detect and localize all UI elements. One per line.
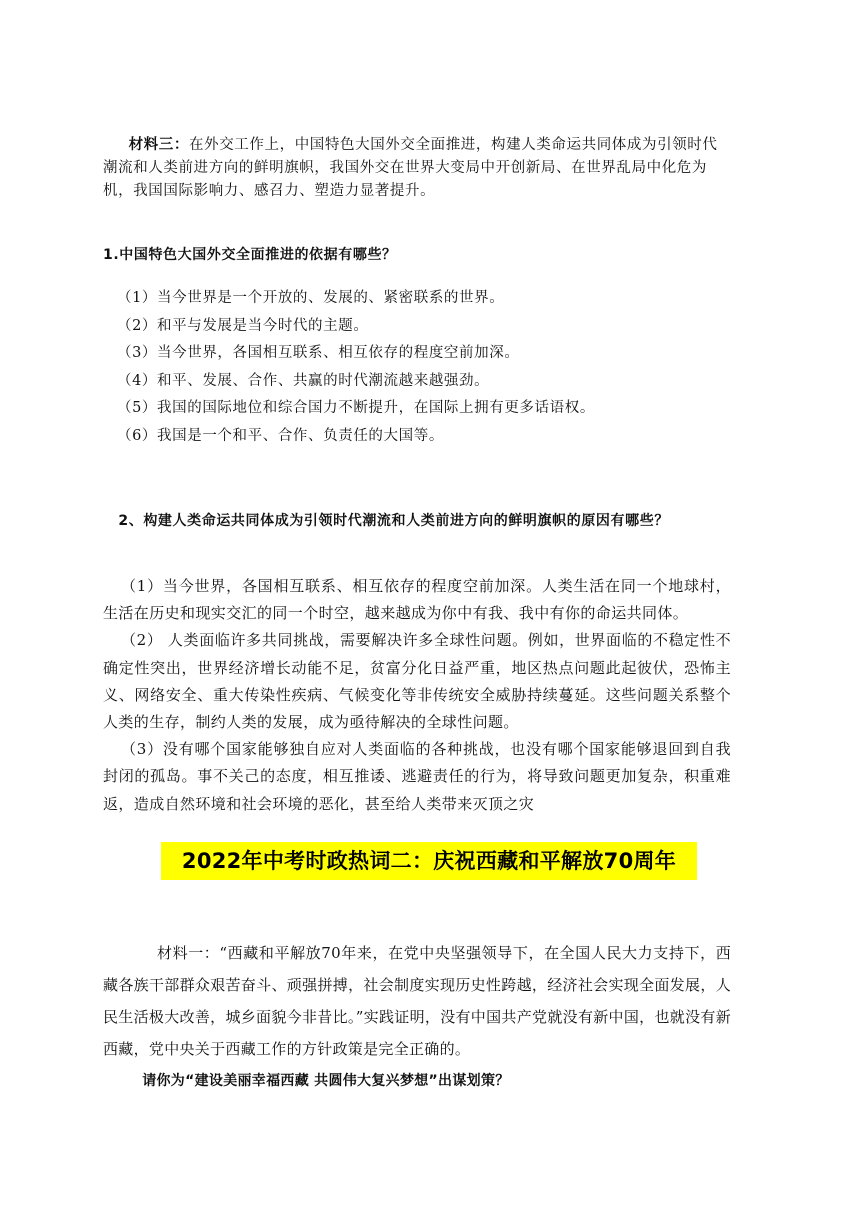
answer-item: （4）和平、发展、合作、共赢的时代潮流越来越强劲。 bbox=[117, 372, 490, 389]
material-one-label: 材料一： bbox=[157, 944, 220, 962]
material-one-paragraph bbox=[103, 937, 731, 1065]
material-one-section bbox=[103, 937, 731, 1097]
question-two-section bbox=[103, 504, 731, 539]
material-three-label: 材料三： bbox=[128, 137, 189, 153]
question-two-title: 2、构建人类命运共同体成为引领时代潮流和人类前进方向的鲜明旗帜的原因有哪些？ bbox=[118, 513, 669, 529]
answer-item: （6）我国是一个和平、合作、负责任的大国等。 bbox=[117, 427, 444, 444]
material-three-text: 在外交工作上，中国特色大国外交全面推进，构建人类命运共同体成为引领时代潮流和人类前进方向的鲜明旗帜，我国外交在世界大变局中开创新局、在世界乱局中化危为机，我国国际影响力、感召力、塑造力显著提升。 bbox=[103, 137, 718, 199]
material-one-question: 请你为“建设美丽幸福西藏 共圆伟大复兴梦想”出谋划策？ bbox=[142, 1073, 510, 1089]
answer-paragraph: （2） 人类面临许多共同挑战，需要解决许多全球性问题。例如，世界面临的不稳定性不确定性突出，世界经济增长动能不足，贫富分化日益严重，地区热点问题此起彼伏，恐怖主义、网络安全、重大传染性疾病、气候变化等非传统安全威胁持续蔓延。这些问题关系整个人类的生存，制约人类的发展，成为亟待解决的全球性问题。 bbox=[103, 631, 731, 732]
question-one-title: 1.中国特色大国外交全面推进的依据有哪些？ bbox=[103, 247, 397, 263]
answer-paragraph: （1）当今世界，各国相互联系、相互依存的程度空前加深。人类生活在同一个地球村，生活在历史和现实交汇的同一个时空，越来越成为你中有我、我中有你的命运共同体。 bbox=[103, 577, 731, 623]
answer-item: （5）我国的国际地位和综合国力不断提升，在国际上拥有更多话语权。 bbox=[117, 400, 595, 416]
material-three-section bbox=[103, 134, 731, 203]
answer-item: （2）和平与发展是当今时代的主题。 bbox=[117, 317, 369, 334]
question-two-answers bbox=[103, 573, 731, 818]
material-three-paragraph bbox=[103, 134, 731, 203]
material-one-text: “西藏和平解放70年来，在党中央坚强领导下，在全国人民大力支持下，西藏各族干部群众艰苦奋斗、顽强拼搏，社会制度实现历史性跨越，经济社会实现全面发展，人民生活极大改善，城乡面貌今非昔比。”实践证明，没有中国共产党就没有新中国，也就没有新西藏，党中央关于西藏工作的方针政策是完全正确的。 bbox=[103, 944, 731, 1058]
question-one-section bbox=[103, 244, 731, 264]
answer-item: （3）当今世界，各国相互联系、相互依存的程度空前加深。 bbox=[117, 345, 520, 361]
question-one-answers bbox=[103, 285, 731, 450]
hot-topic-banner: 2022年中考时政热词二：庆祝西藏和平解放70周年 bbox=[161, 842, 697, 880]
answer-item: （1）当今世界是一个开放的、发展的、紧密联系的世界。 bbox=[117, 290, 505, 306]
answer-paragraph: （3）没有哪个国家能够独自应对人类面临的各种挑战，也没有哪个国家能够退回到自我封闭的孤岛。事不关己的态度，相互推诿、逃避责任的行为，将导致问题更加复杂，积重难返，造成自然环境和社会环境的恶化，甚至给人类带来灭顶之灾 bbox=[103, 740, 731, 813]
